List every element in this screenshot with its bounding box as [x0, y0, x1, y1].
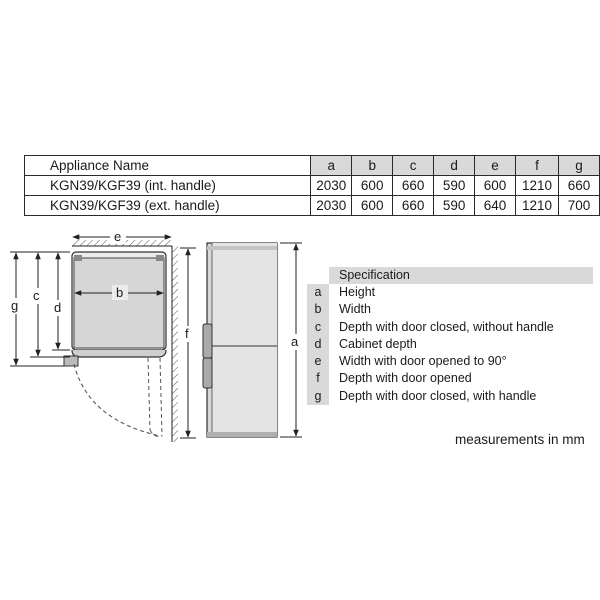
label-b: b — [116, 285, 124, 300]
label-e: e — [114, 229, 122, 244]
list-item — [307, 284, 593, 301]
spec-key: e — [307, 353, 329, 370]
spec-label: Depth with door closed, with handle — [339, 388, 537, 403]
list-item — [307, 319, 593, 336]
table-header-a: a — [311, 156, 352, 176]
label-d: d — [54, 300, 62, 315]
table-cell: 660 — [393, 176, 434, 196]
table-cell: 600 — [352, 196, 393, 216]
spec-key: b — [307, 301, 329, 318]
dimension-f — [180, 248, 196, 438]
table-header-d: d — [434, 156, 475, 176]
table-cell: 590 — [434, 176, 475, 196]
list-item — [307, 370, 593, 387]
specification-title: Specification — [329, 267, 593, 284]
table-cell-name: KGN39/KGF39 (int. handle) — [25, 176, 311, 196]
table-cell: 640 — [475, 196, 516, 216]
table-cell: 2030 — [311, 176, 352, 196]
table-cell: 1210 — [516, 196, 559, 216]
spec-key: c — [307, 319, 329, 336]
table-cell: 700 — [559, 196, 600, 216]
table-header-name: Appliance Name — [25, 156, 311, 176]
table-header-g: g — [559, 156, 600, 176]
spec-label: Width with door opened to 90° — [339, 354, 507, 369]
spec-label: Height — [339, 285, 376, 299]
label-c: c — [33, 288, 40, 303]
table-cell: 600 — [475, 176, 516, 196]
list-item — [307, 301, 593, 318]
table-cell: 1210 — [516, 176, 559, 196]
table-cell-name: KGN39/KGF39 (ext. handle) — [25, 196, 311, 216]
list-item — [307, 353, 593, 370]
table-header-f: f — [516, 156, 559, 176]
table-cell: 2030 — [311, 196, 352, 216]
table-cell: 660 — [559, 176, 600, 196]
list-item — [307, 388, 593, 405]
door-swing — [74, 358, 162, 436]
label-f: f — [185, 326, 189, 341]
label-a: a — [291, 334, 299, 349]
spec-key: f — [307, 370, 329, 387]
fridge-top-view — [64, 252, 166, 366]
table-cell: 590 — [434, 196, 475, 216]
spec-key: d — [307, 336, 329, 353]
spec-label: Depth with door opened — [339, 371, 472, 386]
spec-label: Cabinet depth — [339, 336, 417, 351]
table-header-c: c — [393, 156, 434, 176]
spec-label: Width — [339, 302, 371, 317]
units-note: measurements in mm — [455, 432, 585, 447]
table-cell: 660 — [393, 196, 434, 216]
spec-key: g — [307, 388, 329, 405]
table-cell: 600 — [352, 176, 393, 196]
table-header-e: e — [475, 156, 516, 176]
fridge-side-view — [203, 243, 277, 437]
list-item — [307, 336, 593, 353]
label-g: g — [11, 298, 19, 313]
specification-legend — [307, 267, 593, 405]
spec-key: a — [307, 284, 329, 301]
spec-label: Depth with door closed, without handle — [339, 319, 554, 334]
table-header-b: b — [352, 156, 393, 176]
